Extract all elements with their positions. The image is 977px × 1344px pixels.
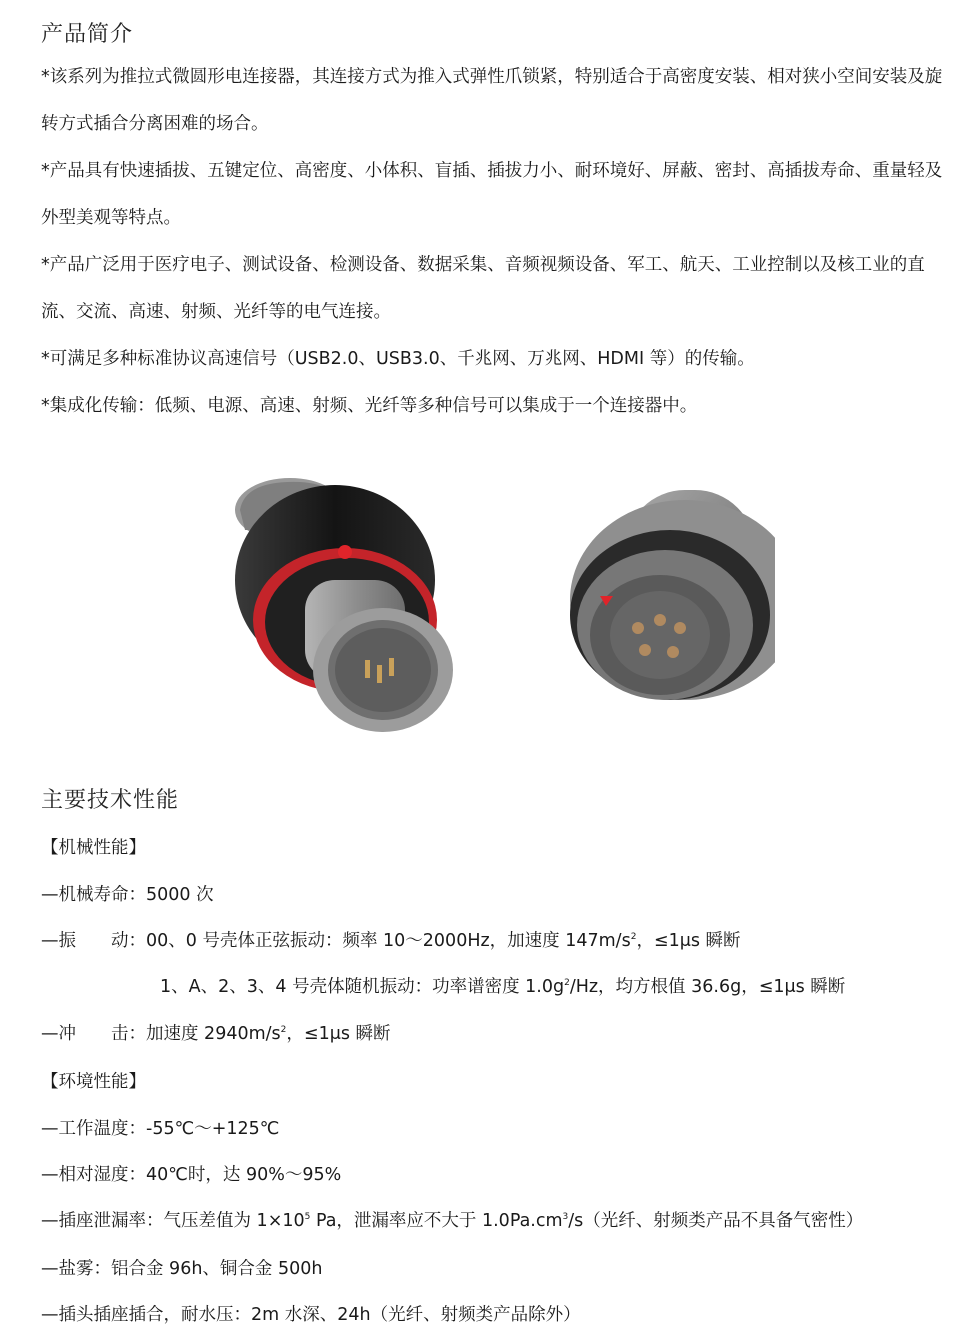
leak-text-c: /s（光纤、射频类产品不具备气密性） [568, 1211, 864, 1231]
leak-text-a: —插座泄漏率：气压差值为 1×10 [41, 1211, 305, 1231]
mechanical-heading: 【机械性能】 [41, 838, 146, 858]
connector-product-image [225, 460, 775, 740]
intro-paragraph-2: *产品具有快速插拔、五键定位、高密度、小体积、盲插、插拔力小、耐环境好、屏蔽、密封、高插拔寿命、重量轻及外型美观等特点。 [41, 161, 943, 228]
plug-connector [235, 478, 453, 732]
superscript: 3 [562, 1212, 569, 1222]
superscript: 2 [564, 978, 570, 988]
intro-paragraph-4: *可满足多种标准协议高速信号（USB2.0、USB3.0、千兆网、万兆网、HDMI 等）的传输。 [41, 349, 755, 369]
superscript: 2 [630, 932, 637, 942]
environmental-heading: 【环境性能】 [41, 1072, 146, 1092]
socket-connector [570, 490, 775, 700]
vibration-line-1-tail: ，≤1μs 瞬断 [636, 931, 741, 951]
shock-line-tail: ，≤1μs 瞬断 [286, 1024, 391, 1044]
leak-text-b: Pa，泄漏率应不大于 1.0Pa.cm [310, 1211, 563, 1231]
shock-line [41, 1020, 391, 1045]
specs-title: 主要技术性能 [41, 788, 180, 813]
superscript: 2 [280, 1025, 287, 1035]
intro-title: 产品简介 [41, 22, 134, 47]
vibration-line-2-tail: /Hz，均方根值 36.6g，≤1μs 瞬断 [569, 977, 846, 997]
env-temperature: —工作温度：-55℃～+125℃ [41, 1119, 280, 1139]
env-salt-spray: —盐雾：铝合金 96h、铜合金 500h [41, 1259, 323, 1279]
vibration-line-2 [160, 973, 845, 998]
intro-paragraph-5: *集成化传输：低频、电源、高速、射频、光纤等多种信号可以集成于一个连接器中。 [41, 396, 698, 416]
env-water-pressure: —插头插座插合，耐水压：2m 水深、24h（光纤、射频类产品除外） [41, 1305, 581, 1325]
shock-line-text: —冲 击：加速度 2940m/s [41, 1024, 281, 1044]
vibration-line-2-text: 1、A、2、3、4 号壳体随机振动：功率谱密度 1.0g [160, 977, 565, 997]
superscript: 5 [304, 1212, 311, 1222]
mechanical-life: —机械寿命：5000 次 [41, 885, 214, 905]
vibration-line-1-text: —振 动：00、0 号壳体正弦振动：频率 10～2000Hz，加速度 147m/s [41, 931, 631, 951]
env-humidity: —相对湿度：40℃时，达 90%～95% [41, 1165, 342, 1185]
env-leak-rate [41, 1207, 863, 1232]
intro-paragraph-3: *产品广泛用于医疗电子、测试设备、检测设备、数据采集、音频视频设备、军工、航天、工业控制以及核工业的直流、交流、高速、射频、光纤等的电气连接。 [41, 255, 925, 322]
intro-paragraph-1: *该系列为推拉式微圆形电连接器，其连接方式为推入式弹性爪锁紧，特别适合于高密度安装、相对狭小空间安装及旋转方式插合分离困难的场合。 [41, 67, 943, 134]
vibration-line-1 [41, 927, 741, 952]
